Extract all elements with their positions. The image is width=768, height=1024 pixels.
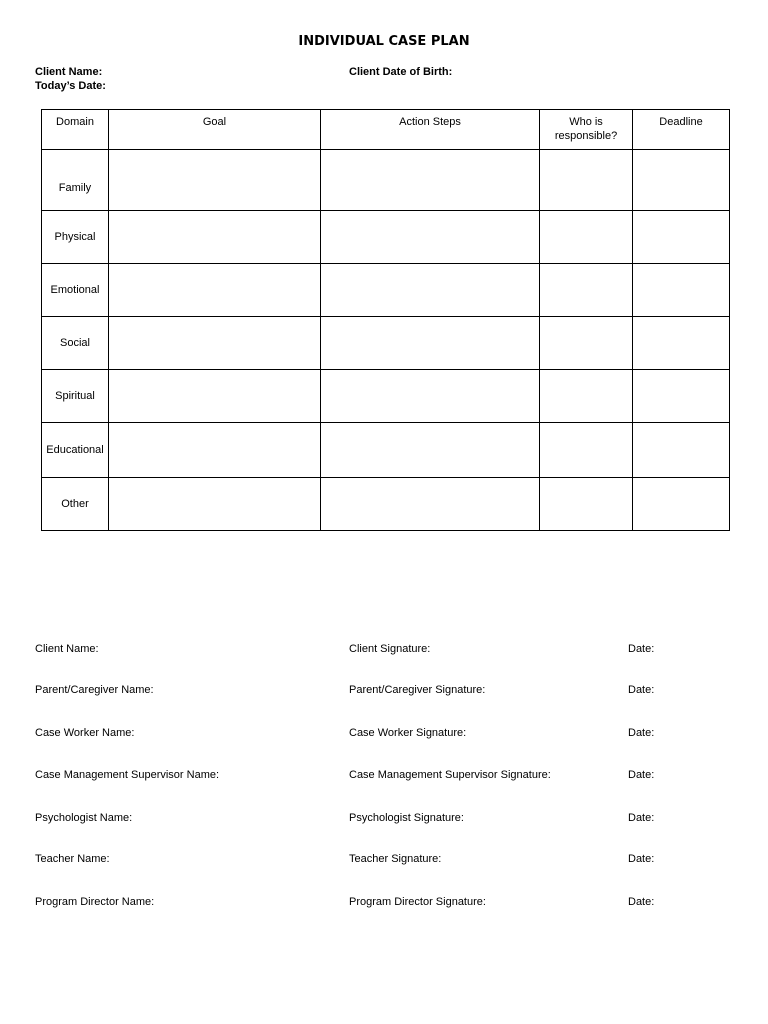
signature-date-label: Date:	[628, 896, 655, 908]
case-plan-table	[41, 109, 730, 531]
column-header-domain: Domain	[42, 110, 109, 150]
signature-label: Case Worker Signature:	[349, 727, 467, 739]
action-steps-cell[interactable]	[321, 264, 540, 317]
deadline-cell[interactable]	[633, 211, 730, 264]
signature-name-label: Teacher Name:	[35, 853, 110, 865]
column-header-action-steps: Action Steps	[321, 110, 540, 150]
responsible-cell[interactable]	[540, 423, 633, 478]
table-row	[42, 264, 730, 317]
responsible-cell[interactable]	[540, 370, 633, 423]
signature-name-label: Case Management Supervisor Name:	[35, 769, 220, 781]
table-row	[42, 478, 730, 531]
signature-label: Program Director Signature:	[349, 896, 486, 908]
signature-date-label: Date:	[628, 684, 655, 696]
domain-cell: Other	[42, 478, 109, 531]
domain-cell: Social	[42, 317, 109, 370]
domain-cell: Family	[42, 150, 109, 211]
column-header-deadline: Deadline	[633, 110, 730, 150]
column-header-who-responsible: Who is responsible?	[540, 110, 633, 150]
table-row	[42, 211, 730, 264]
action-steps-cell[interactable]	[321, 317, 540, 370]
goal-cell[interactable]	[109, 150, 321, 211]
deadline-cell[interactable]	[633, 423, 730, 478]
deadline-cell[interactable]	[633, 150, 730, 211]
goal-cell[interactable]	[109, 478, 321, 531]
action-steps-cell[interactable]	[321, 370, 540, 423]
goal-cell[interactable]	[109, 423, 321, 478]
table-header-row	[42, 110, 730, 150]
deadline-cell[interactable]	[633, 370, 730, 423]
goal-cell[interactable]	[109, 370, 321, 423]
responsible-cell[interactable]	[540, 478, 633, 531]
domain-cell: Spiritual	[42, 370, 109, 423]
signature-name-label: Client Name:	[35, 643, 99, 655]
domain-cell: Emotional	[42, 264, 109, 317]
signature-date-label: Date:	[628, 727, 655, 739]
action-steps-cell[interactable]	[321, 211, 540, 264]
action-steps-cell[interactable]	[321, 423, 540, 478]
signature-date-label: Date:	[628, 769, 655, 781]
signature-name-label: Parent/Caregiver Name:	[35, 684, 154, 696]
goal-cell[interactable]	[109, 264, 321, 317]
signature-name-label: Program Director Name:	[35, 896, 155, 908]
column-header-goal: Goal	[109, 110, 321, 150]
action-steps-cell[interactable]	[321, 150, 540, 211]
table-row	[42, 423, 730, 478]
client-dob-label: Client Date of Birth:	[349, 66, 453, 78]
signature-name-label: Psychologist Name:	[35, 812, 133, 824]
deadline-cell[interactable]	[633, 478, 730, 531]
signature-label: Psychologist Signature:	[349, 812, 464, 824]
signature-label: Client Signature:	[349, 643, 431, 655]
domain-cell: Physical	[42, 211, 109, 264]
responsible-cell[interactable]	[540, 150, 633, 211]
page-title: INDIVIDUAL CASE PLAN	[298, 34, 470, 49]
table-row	[42, 150, 730, 211]
goal-cell[interactable]	[109, 317, 321, 370]
client-name-label: Client Name:	[35, 66, 103, 78]
action-steps-cell[interactable]	[321, 478, 540, 531]
responsible-cell[interactable]	[540, 264, 633, 317]
signature-label: Case Management Supervisor Signature:	[349, 769, 551, 781]
table-row	[42, 370, 730, 423]
goal-cell[interactable]	[109, 211, 321, 264]
signature-date-label: Date:	[628, 812, 655, 824]
deadline-cell[interactable]	[633, 317, 730, 370]
responsible-cell[interactable]	[540, 317, 633, 370]
responsible-cell[interactable]	[540, 211, 633, 264]
signature-name-label: Case Worker Name:	[35, 727, 135, 739]
signature-date-label: Date:	[628, 853, 655, 865]
todays-date-label: Today’s Date:	[35, 80, 106, 92]
signature-label: Teacher Signature:	[349, 853, 442, 865]
table-row	[42, 317, 730, 370]
signature-date-label: Date:	[628, 643, 655, 655]
domain-cell: Educational	[42, 423, 109, 478]
deadline-cell[interactable]	[633, 264, 730, 317]
signature-label: Parent/Caregiver Signature:	[349, 684, 486, 696]
